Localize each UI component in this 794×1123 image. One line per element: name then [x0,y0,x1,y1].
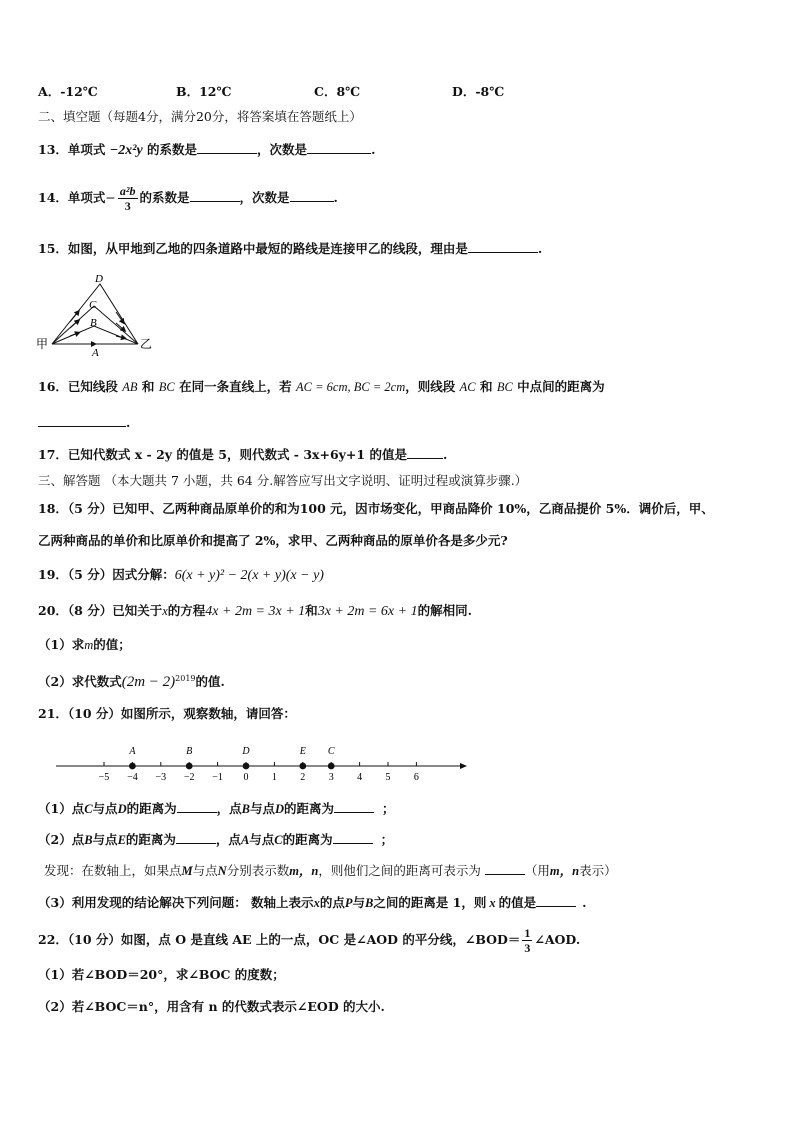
q21-p2-A: A [240,833,250,847]
q21-disc-f: 表示） [579,863,617,878]
q20-part1 [38,636,131,654]
q15-text: 15．如图，从甲地到乙地的四条道路中最短的路线是连接甲乙的线段，理由是 [38,241,468,256]
q20-p1-var: m [84,638,94,652]
q21-p2b: 与点 [92,832,118,847]
tick-label: 1 [271,772,277,783]
q21-p2-blank-1[interactable] [176,831,216,844]
q21-p3-blank[interactable] [536,894,576,907]
arrow-b [70,333,78,336]
section2-header: 二、填空题（每题4分，满分20分，将答案填在答题纸上） [38,109,362,124]
q21-p1d: ，点 [216,801,242,816]
option-d: D．-8℃ [452,84,505,99]
q16 [38,378,605,396]
q17-end: . [442,447,448,462]
q21-p3f: . [582,895,587,910]
arrow-c [70,321,78,328]
q13-blank-2[interactable] [307,141,371,154]
q14-blank-1[interactable] [190,189,240,202]
q22-frac-den: 3 [524,941,531,955]
q20-var: x [162,604,168,618]
q21-header: 21．（10 分）如图所示，观察数轴，请回答： [38,706,296,721]
q21-p3c: 与 [352,895,365,910]
q21-p2-blank-2[interactable] [333,831,373,844]
point-label-e: E [299,746,306,757]
q15-route-figure [34,272,164,362]
q19-prefix: 19．（5 分）因式分解： [38,567,175,582]
q20-p2-end: 的值. [195,674,225,690]
q16-and2: 和 [479,379,493,394]
q21-p3-x: x [313,896,320,910]
q20 [38,602,472,621]
q21-p1-D: D [117,802,127,816]
q18-line2: 乙两种商品的单价和比原单价和提高了 2%，求甲、乙两种商品的原单价各是多少元? [38,533,508,548]
q21-disc-b: 与点 [192,863,218,878]
q21-p2f: 的距离为 [282,832,333,847]
q21-p1f: 的距离为 [284,801,335,816]
q21-p2e: 与点 [249,832,275,847]
q16-and1: 和 [141,379,155,394]
q16-text2: 在同一条直线上，若 [179,379,292,394]
tick-label: 5 [385,772,391,783]
point-b [186,763,193,770]
q19 [38,566,324,585]
q21-p1e: 与点 [249,801,275,816]
q21-p2c: 的距离为 [125,832,176,847]
q21-disc-blank[interactable] [485,862,525,875]
tick-label: 6 [413,772,419,783]
q16-end: . [126,415,131,430]
q21-p1-D2: D [274,802,285,816]
q20-eq1: 4x + 2m = 3x + 1 [205,604,306,619]
label-b: B [90,317,97,329]
q21-p2d: ，点 [215,832,241,847]
q16-blank[interactable] [38,414,126,427]
q16-text3: ，则线段 [405,379,456,394]
q15-blank[interactable] [468,240,538,253]
q21-p1-blank-1[interactable] [177,800,217,813]
q14-fraction [118,184,138,213]
tick-label: −4 [127,772,138,783]
q22-end: ∠AOD. [534,932,581,947]
q21-part3 [38,894,587,912]
tick-label: −5 [98,772,110,783]
q21-p1b: 与点 [92,801,118,816]
tick-label: 3 [328,772,334,783]
q21-p1c: 的距离为 [126,801,177,816]
q21-disc-mn2: m，n [549,864,580,878]
label-d: D [95,273,103,285]
q22-part1: （1）若∠BOD＝20°，求∠BOC 的度数； [38,967,285,982]
q21-p3-P: P [344,896,353,910]
label-jia: 甲 [36,337,49,351]
q21-discovery [44,862,617,880]
q21-disc-e: （用 [524,863,550,878]
point-label-c: C [327,746,335,757]
point-a [129,763,136,770]
q21-p2a: （2）点 [38,832,85,847]
point-e [299,763,306,770]
tick-label: −1 [212,772,223,783]
route-via-d [52,284,138,344]
q21-p2-E: E [117,833,126,847]
q21-disc-mn: m，n [289,864,319,878]
q16-text1: 16．已知线段 [38,379,118,394]
q20-prefix: 20．（8 分）已知关于 [38,603,163,618]
q14-blank-2[interactable] [290,189,334,202]
q20-p2-prefix: （2）求代数式 [38,674,122,690]
q16-ac: AC [459,380,476,394]
q14: 14．单项式− $\frac{\text{a²b}}{3}$ 的系数是 ，次数是 . [38,184,338,213]
q22-prefix: 22．（10 分）如图，点 O 是直线 AE 上的一点，OC 是∠AOD 的平分线，∠BOD＝ [38,932,521,947]
q21-disc-a: 发现：在数轴上，如果点 [44,863,182,878]
q20-p1-prefix: （1）求 [38,637,85,652]
q21-part2 [38,831,393,849]
q21-p2-C: C [274,833,283,847]
q22-part2: （2）若∠BOC＝n°，用含有 n 的代数式表示∠EOD 的大小. [38,999,385,1014]
q15 [38,240,542,258]
q21-p1-B: B [241,802,250,816]
q14-frac-den: 3 [124,199,131,213]
q17 [38,446,447,464]
number-line-arrow [460,763,467,769]
q21-disc-d: ，则他们之间的距离可表示为 [318,863,481,878]
tick-label: −2 [183,772,195,783]
q22-frac-num: 1 [524,926,531,940]
label-a: A [92,347,99,359]
q13-end: . [371,142,376,157]
q16-answer-line [38,414,130,432]
q13 [38,141,375,160]
q14-prefix: 14．单项式 [38,190,106,205]
point-label-d: D [242,746,250,757]
option-c: C．8℃ [314,84,361,99]
tick-label: 4 [357,772,363,783]
tick-label: 0 [243,772,249,783]
q22 [38,922,580,958]
q16-ab: AB [122,380,138,394]
q20-mid: 的方程 [167,603,206,618]
q21-disc-c: 分别表示数 [226,863,290,878]
point-label-a: A [129,746,136,757]
q21-p3-B: B [364,896,374,910]
q13-expr: −2x²y [109,143,143,158]
q21-p3e: 的值是 [498,895,537,910]
point-d [243,763,250,770]
q13-mid2: ，次数是 [257,142,308,157]
label-c: C [89,299,97,311]
section3-header: 三、解答题 （本大题共 7 小题，共 64 分.解答应写出文字说明、证明过程或演算步骤.） [38,473,528,488]
q21-disc-M: M [181,864,193,878]
q21-p1g: ； [382,801,395,816]
option-a: A．-12℃ [38,84,98,99]
option-b: B．12℃ [176,84,232,99]
q21-disc-N: N [217,864,227,878]
q21-p3-x2: x [489,896,496,910]
point-label-b: B [186,746,193,757]
q14-mid: 的系数是 [139,190,190,205]
q13-prefix: 13．单项式 [38,142,106,157]
arrow-d [70,312,78,322]
q21-part1 [38,800,395,818]
q21-number-line [56,736,468,784]
q20-p2-expr: (2m − 2) [121,674,176,691]
q20-end: 的解相同. [417,603,472,618]
q21-p3d: 之间的距离是 1，则 [373,895,487,910]
q22-fraction [522,926,532,955]
tick-label: 2 [300,772,306,783]
q21-p1-C: C [84,802,93,816]
q15-end: . [537,241,543,256]
q16-bc: BC [158,380,175,394]
q16-bc2: BC [496,380,513,394]
label-yi: 乙 [140,337,153,351]
arrow-right-3 [116,312,123,322]
q17-text: 17．已知代数式 x - 2y 的值是 5，则代数式 - 3x+6y+1 的值是 [38,447,407,462]
q14-frac-num: a²b [119,184,136,198]
q19-expr: 6(x + y)² − 2(x + y)(x − y) [174,568,324,583]
q13-blank-1[interactable] [197,141,257,154]
q20-p1-end: 的值； [93,637,131,652]
q16-text4: 中点间的距离为 [517,379,605,394]
q21-p1a: （1）点 [38,801,85,816]
q17-blank[interactable] [407,446,443,459]
tick-label: −3 [155,772,167,783]
q21-p3a: （3）利用发现的结论解决下列问题： 数轴上表示 [38,895,314,910]
q20-part2 [38,670,225,691]
q18-line1: 18．（5 分）已知甲、乙两种商品原单价的和为100 元，因市场变化，甲商品降价 10%，乙商品提价 5%．调价后，甲、 [38,501,714,516]
q13-mid: 的系数是 [147,142,198,157]
q20-p2-exponent: 2019 [175,674,196,683]
q20-eq2: 3x + 2m = 6x + 1 [317,604,418,619]
q20-and: 和 [305,603,318,618]
point-c [328,763,335,770]
q21-p2g: ； [380,832,394,847]
q21-p1-blank-2[interactable] [334,800,374,813]
q16-condition: AC = 6cm, BC = 2cm [296,380,406,394]
q21-p3b: 的点 [319,895,345,910]
q21-p2-B: B [84,833,93,847]
q14-end: . [333,190,338,205]
q14-mid2: ，次数是 [239,190,290,205]
